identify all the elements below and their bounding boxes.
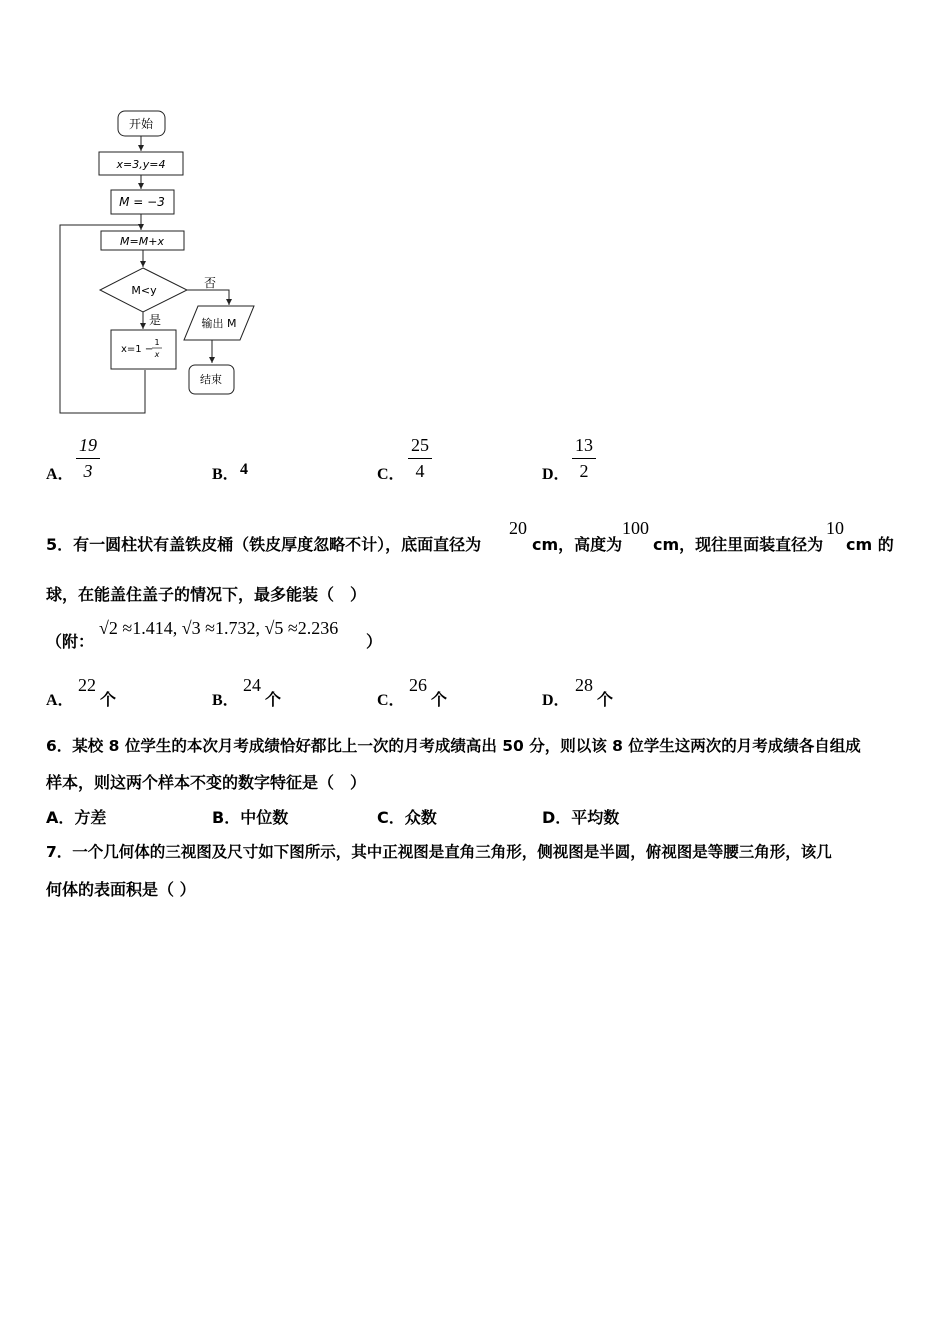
q4-a-num: 19 (79, 435, 97, 455)
q4-d-den: 2 (579, 461, 589, 481)
q5-option-a-value: 22 (78, 675, 96, 695)
q7-line2: 何体的表面积是（ ） (46, 880, 196, 899)
q4-a-den: 3 (83, 461, 93, 481)
q5-option-d-value: 28 (575, 675, 593, 695)
q5-note-open: （附： (46, 632, 95, 651)
q4-option-d-fraction (572, 435, 596, 482)
q4-option-c-label: C． (377, 466, 405, 483)
q6-line2: 样本，则这两个样本不变的数字特征是（ ） (46, 773, 367, 792)
q5-note-formula: √2 ≈1.414, √3 ≈1.732, √5 ≈2.236 (99, 618, 339, 638)
q5-diameter: 20 (509, 518, 527, 538)
q4-option-c-fraction (408, 435, 432, 482)
q7-line1: 7．一个几何体的三视图及尺寸如下图所示，其中正视图是直角三角形，侧视图是半圆，俯视图是等腰三角形，该几 (46, 843, 832, 861)
q4-option-a-label: A． (46, 466, 74, 483)
update-text: M=M+x (120, 235, 164, 248)
output-text: 输出 M (201, 317, 237, 330)
q5-text-part2: cm，高度为 (532, 535, 623, 554)
q5-option-b-unit: 个 (265, 690, 282, 709)
q5-note-close: ） (366, 632, 383, 651)
q5-line2: 球，在能盖住盖子的情况下，最多能装（ ） (46, 585, 367, 604)
assign-prefix: x=1 − (121, 344, 154, 355)
no-label: 否 (204, 276, 217, 290)
q5-option-d-label: D． (542, 692, 570, 709)
start-text: 开始 (128, 117, 154, 131)
q5-option-a-unit: 个 (100, 690, 117, 709)
q5-ball-diameter: 10 (826, 518, 844, 538)
q4-option-b-value: 4 (240, 461, 248, 478)
end-text: 结束 (200, 373, 222, 386)
q6-line1: 6．某校 8 位学生的本次月考成绩恰好都比上一次的月考成绩高出 50 分，则以该 8 位学生这两次的月考成绩各自组成 (46, 737, 861, 755)
q6-option-c: C．众数 (377, 808, 437, 827)
q4-option-b-label: B． (212, 466, 239, 483)
q4-c-den: 4 (415, 461, 425, 481)
m-init-text: M = −3 (119, 195, 165, 209)
q6-option-a: A．方差 (46, 808, 107, 827)
q5-option-b-value: 24 (243, 675, 261, 695)
q5-option-c-value: 26 (409, 675, 427, 695)
q4-option-a-fraction (76, 435, 100, 482)
q5-option-d-unit: 个 (597, 690, 614, 709)
q5-option-b-label: B． (212, 692, 239, 709)
q4-c-num: 25 (411, 435, 429, 455)
q5-option-a-label: A． (46, 692, 74, 709)
q5-text-part3: cm，现往里面装直径为 (653, 535, 824, 554)
q5-option-c-label: C． (377, 692, 405, 709)
init-text: x=3,y=4 (116, 158, 166, 171)
q4-option-d-label: D． (542, 466, 570, 483)
q6-option-b: B．中位数 (212, 808, 289, 827)
yes-label: 是 (149, 313, 162, 327)
condition-text: M<y (131, 284, 157, 297)
q4-d-num: 13 (575, 435, 593, 455)
flowchart (0, 0, 300, 430)
q5-text-part4: cm 的 (846, 535, 894, 554)
q5-text-part1: 5．有一圆柱状有盖铁皮桶（铁皮厚度忽略不计），底面直径为 (46, 535, 482, 554)
assign-num: 1 (154, 338, 160, 347)
q5-option-c-unit: 个 (431, 690, 448, 709)
q5-height: 100 (622, 518, 649, 538)
q6-option-d: D．平均数 (542, 808, 620, 827)
assign-den: x (154, 350, 160, 359)
